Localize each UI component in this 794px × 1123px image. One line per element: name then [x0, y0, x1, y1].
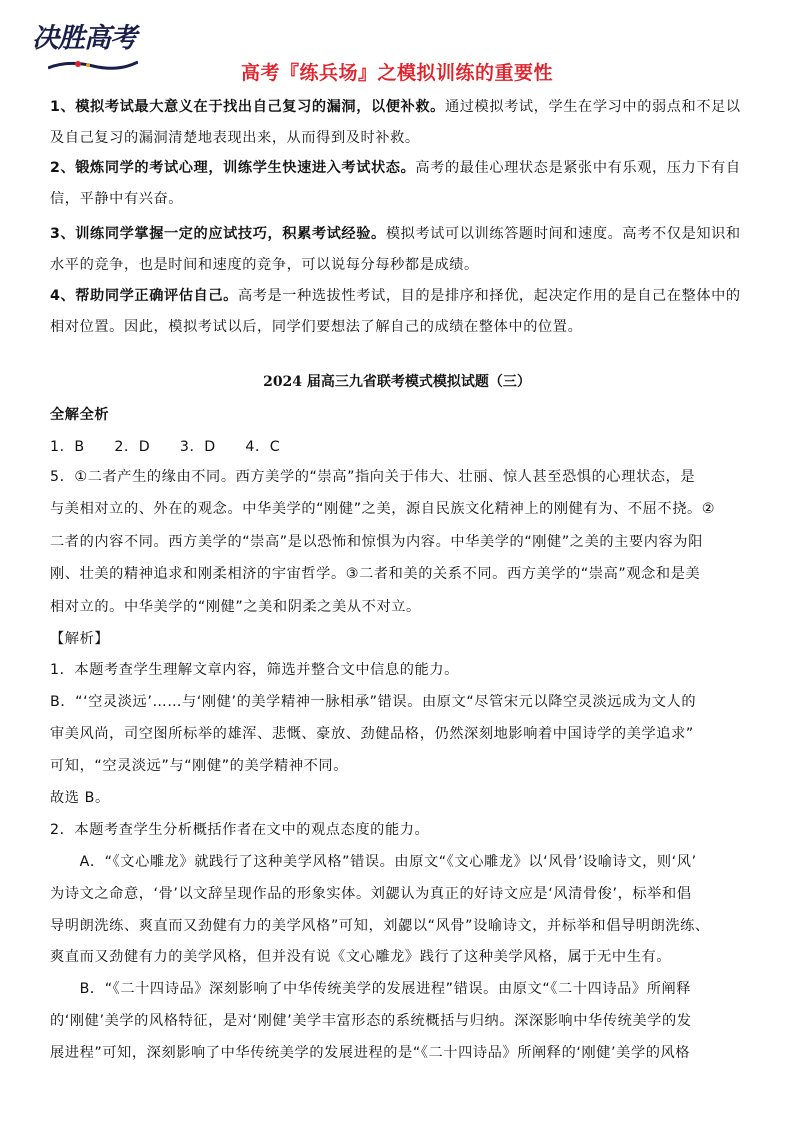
analysis-line: A．“《文心雕龙》就践行了这种美学风格”错误。由原文“《文心雕龙》以‘风骨’设喻诗文，则‘风’: [50, 854, 697, 870]
analysis-line: 与美相对立的、外在的观念。中华美学的“刚健”之美，源自民族文化精神上的刚健有为、不屈不挠。②: [50, 501, 716, 517]
intro-text: 高考是一种选拔性考试，目的是排序和择优，起决定作用的是自己在整体中的相对位置。因此，模拟考试以后，同学们要想法了解自己的成绩在整体中的位置。: [50, 288, 741, 335]
analysis-line: B．“《二十四诗品》深刻影响了中华传统美学的发展进程”错误。由原文“《二十四诗品》所阐释: [50, 981, 692, 997]
intro-paragraph-4: [50, 281, 750, 342]
analysis-line: 审美风尚，司空图所标举的雄浑、悲慨、豪放、劲健品格，仍然深刻地影响着中国诗学的美学追求”: [50, 726, 694, 742]
exam-title: 2024 届高三九省联考模式模拟试题（三）: [263, 374, 531, 390]
page-title: 高考『练兵场』之模拟训练的重要性: [240, 62, 553, 84]
intro-paragraph-1: [50, 92, 750, 153]
analysis-line: 5．①二者产生的缘由不同。西方美学的“崇高”指向关于伟大、壮丽、惊人甚至恐惧的心理状态，是: [50, 469, 696, 485]
analysis-line: 故选 B。: [50, 790, 110, 806]
analysis-line: 为诗文之命意，‘骨’以文辞呈现作品的形象实体。刘勰认为真正的好诗文应是‘风清骨俊’，标举和倡: [50, 886, 692, 902]
analysis-line: 二者的内容不同。西方美学的“崇高”是以恐怖和惊惧为内容。中华美学的“刚健”之美的主要内容为阳: [50, 534, 703, 550]
analysis-line: 【解析】: [50, 631, 110, 647]
analysis-line: 相对立的。中华美学的“刚健”之美和阴柔之美从不对立。: [50, 599, 421, 615]
intro-paragraph-2: [50, 153, 750, 214]
intro-text: 高考的最佳心理状态是紧张中有乐观，压力下有自信，平静中有兴奋。: [50, 160, 741, 207]
analysis-line: 展进程”可知，深刻影响了中华传统美学的发展进程的是“《二十四诗品》所阐释的‘刚健’美学的风格: [50, 1045, 691, 1061]
analysis-line: 可知，“空灵淡远”与“刚健”的美学精神不同。: [50, 758, 348, 774]
logo-text: 决胜高考: [32, 23, 136, 54]
section-label: 全解全析: [50, 407, 110, 423]
intro-bold: 4、帮助同学正确评估自己。: [50, 288, 238, 304]
analysis-line: B．“‘空灵淡远’……与‘刚健’的美学精神一脉相承”错误。由原文“尽管宋元以降空灵淡远成为文人的: [50, 694, 697, 710]
intro-bold: 3、训练同学掌握一定的应试技巧，积累考试经验。: [50, 226, 386, 242]
intro-paragraph-3: [50, 219, 750, 280]
analysis-line: 1．本题考查学生理解文章内容，筛选并整合文中信息的能力。: [50, 662, 459, 678]
answer-key: 1．B 2．D 3．D 4．C: [50, 439, 281, 455]
analysis-line: 的‘刚健’美学的风格特征，是对‘刚健’美学丰富形态的系统概括与归纳。深深影响中华传统美学的发: [50, 1013, 692, 1029]
intro-bold: 1、模拟考试最大意义在于找出自己复习的漏洞，以便补救。: [50, 99, 445, 115]
analysis-line: 爽直而又劲健有力的美学风格，但并没有说《文心雕龙》践行了这种美学风格，属于无中生有。: [50, 949, 672, 965]
analysis-line: 刚、壮美的精神追求和刚柔相济的宇宙哲学。③二者和美的关系不同。西方美学的“崇高”观念和是美: [50, 566, 701, 582]
analysis-line: 导明朗洗练、爽直而又劲健有力的美学风格”可知，刘勰以“风骨”设喻诗文，并标举和倡导明朗洗练、: [50, 918, 710, 934]
analysis-line: 2．本题考查学生分析概括作者在文中的观点态度的能力。: [50, 822, 430, 838]
intro-bold: 2、锻炼同学的考试心理，训练学生快速进入考试状态。: [50, 160, 416, 176]
intro-text: 通过模拟考试，学生在学习中的弱点和不足以及自己复习的漏洞清楚地表现出来，从而得到及时补救。: [50, 99, 741, 146]
intro-text: 模拟考试可以训练答题时间和速度。高考不仅是知识和水平的竞争，也是时间和速度的竞争，可以说每分每秒都是成绩。: [50, 226, 741, 273]
